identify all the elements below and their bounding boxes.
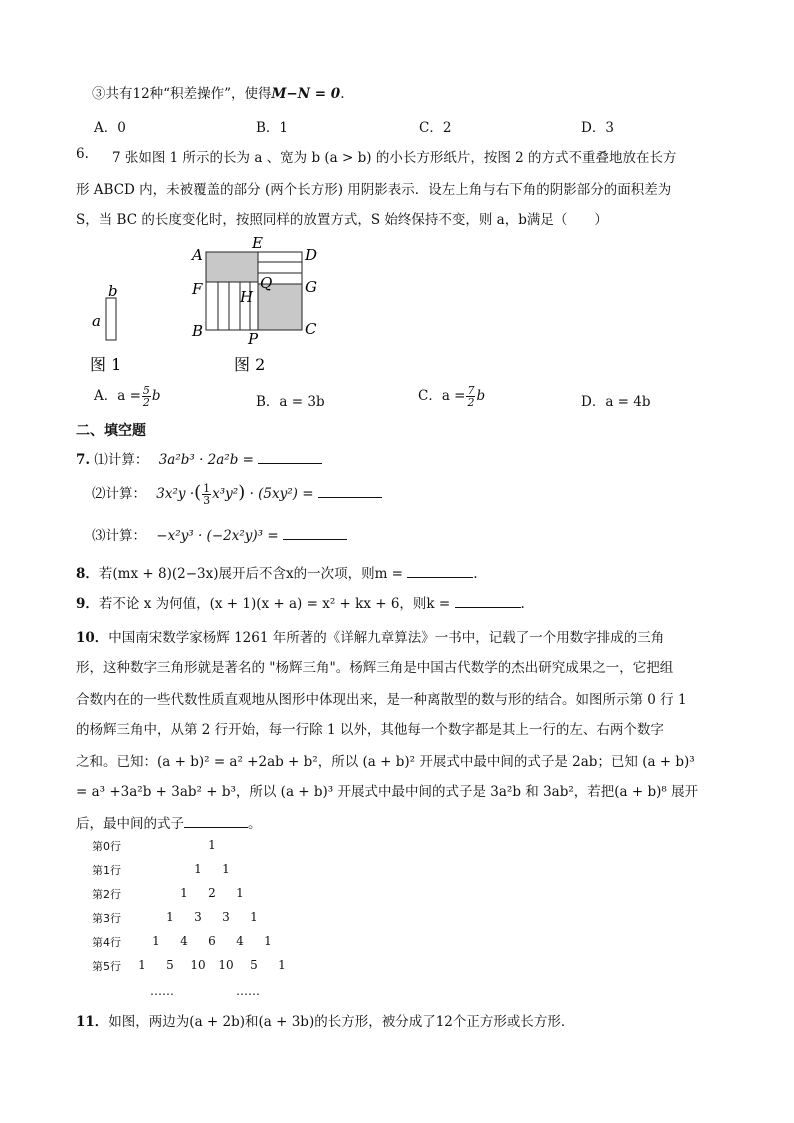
q7-line-3 [92,524,347,544]
triangle-number: 1 [152,934,160,948]
fig2-point-h: H [240,288,254,306]
triangle-number: 1 [250,910,258,924]
q10-line-2: 形，这种数字三角形就是著名的 "杨辉三角"。杨辉三角是中国古代数学的杰出研究成果之一，它把组 [76,660,674,676]
q9-number: 9． [76,596,99,612]
q6-figures [84,232,344,380]
q9-text: 若不论 x 为何值，(x + 1)(x + a) = x² + kx + 6，则k = [98,596,451,612]
fraction-denominator: 3 [203,494,211,507]
q6-option-a [94,384,161,408]
q6-line-2: 形 ABCD 内，未被覆盖的部分 (两个长方形) 用阴影表示．设左上角与右下角的阴影部分的面积差为 [76,182,672,198]
fraction-denominator: 2 [142,396,150,409]
triangle-row-label: 第1行 [92,864,121,877]
fig1-caption: 图 1 [90,355,122,374]
q5-option-d: D．3 [581,120,614,136]
circled-number: ③ [92,86,106,102]
fraction-numerator: 1 [203,482,211,495]
q9-end: . [520,596,525,612]
fig2-point-b: B [192,322,204,340]
section-heading-fill-in: 二、填空题 [76,423,146,439]
triangle-number: 1 [138,958,146,972]
answer-blank[interactable] [318,485,382,498]
q7-l2-label: ⑵计算： [92,486,146,502]
q10-text: 中国南宋数学家杨辉 1261 年所著的《详解九章算法》一书中，记载了一个用数字排成的三角 [108,630,665,646]
q6-option-d: D．a = 4b [581,394,651,410]
q5-option-a: A．0 [94,120,126,136]
triangle-row-label: 第2行 [92,888,121,901]
triangle-number: 3 [194,910,202,924]
fig1-small-rectangle [106,298,116,340]
q7-l3-expr: −x²y³ · (−2x²y)³ = [156,528,279,544]
q8 [76,562,478,582]
q6-number: 6. [76,146,89,162]
q7-line-2: ⑵计算： 3x²y ·( $\frac{1}{3}$ x³y²) · (5xy²) = [92,482,382,506]
q8-number: 8． [76,566,99,582]
q10-line-5: 之和。已知：(a + b)² = a² +2ab + b²，所以 (a + b)² 开展式中最中间的式子是 2ab；已知 (a + b)³ [76,754,695,770]
q7-l1-expr: 3a²b³ · 2a²b = [158,452,254,468]
q10-line-6: = a³ +3a²b + 3ab² + b³，所以 (a + b)³ 开展式中最中间的式子是 3a²b 和 3ab²，若把(a + b)⁸ 展开 [76,784,699,800]
triangle-row-label: 第4行 [92,936,121,949]
q11-number: 11． [76,1014,109,1030]
triangle-number: 2 [208,886,216,900]
triangle-number: 4 [180,934,188,948]
fig2-point-a: A [192,246,203,264]
triangle-number: 1 [208,838,216,852]
fig2-shaded-top-left [206,252,258,282]
fraction-denominator: 2 [467,396,475,409]
triangle-number: 4 [236,934,244,948]
triangle-number: 1 [278,958,286,972]
answer-blank[interactable] [184,815,248,828]
fig2-caption: 图 2 [234,355,266,374]
triangle-row-label: 第3行 [92,912,121,925]
q6-line-1: 7 张如图 1 所示的长为 a 、宽为 b (a > b) 的小长方形纸片，按图 2 的方式不重叠地放在长方 [112,150,677,166]
option-a-prefix: A．a = [94,388,141,404]
q10-line-3: 合数内在的一些代数性质直观地从图形中体现出来，是一种离散型的数与形的结合。如图所示第 0 行 1 [76,692,687,708]
answer-blank[interactable] [258,451,322,464]
q6-option-b: B．a = 3b [256,394,325,410]
fig2-point-p: P [248,330,259,348]
q6-line-3: S，当 BC 的长度变化时，按照同样的放置方式，S 始终保持不变，则 a，b满足（ ） [76,212,608,228]
fig2-point-q: Q [260,274,273,292]
q7-l1-label: ⑴计算： [94,452,149,468]
q10-line-1 [76,626,664,646]
triangle-number: 1 [166,910,174,924]
triangle-number: 1 [222,862,230,876]
triangle-number: 1 [236,886,244,900]
q7-l3-label: ⑶计算： [92,528,146,544]
triangle-ellipsis-right: …… [236,984,260,998]
answer-blank[interactable] [407,565,473,578]
q7-l2-pre: 3x²y · [156,486,195,502]
triangle-row-label: 第5行 [92,960,121,973]
item-end: . [340,86,345,102]
q10-text-end: 后，最中间的式子 [76,816,184,832]
fraction-numerator: 5 [142,384,150,397]
option-c-fraction [466,385,475,408]
fig2-point-e: E [252,234,263,252]
q11 [76,1010,574,1030]
fig1-label-b: b [108,282,118,300]
answer-blank[interactable] [283,527,347,540]
triangle-number: 10 [218,958,234,972]
q9 [76,592,525,612]
option-c-suffix: b [476,388,486,404]
fig1-label-a: a [92,312,101,330]
fig2-point-d: D [305,246,318,264]
q7-number: 7. [76,452,91,468]
q10-number: 10． [76,630,109,646]
triangle-number: 5 [250,958,258,972]
triangle-number: 1 [194,862,202,876]
triangle-number: 10 [190,958,206,972]
fig2-point-c: C [305,320,317,338]
fig2-point-f: F [192,280,203,298]
triangle-number: 5 [166,958,174,972]
q5-item-3 [92,82,344,102]
triangle-number: 1 [180,886,188,900]
triangle-number: 6 [208,934,216,948]
q7-l2-mid: x³y² [212,486,239,502]
q10-line-7 [76,812,262,832]
q6-option-c [418,384,485,408]
q11-text: 如图，两边为(a + 2b)和(a + 3b)的长方形，被分成了12个正方形或长方形． [108,1014,575,1030]
q10-line-4: 的杨辉三角中，从第 2 行开始，每一行除 1 以外，其他每一个数字都是其上一行的左、右两个数字 [76,722,664,738]
q7-l2-fraction [202,483,211,506]
q7-l2-post: · (5xy²) = [249,486,314,502]
item-text: 共有12种“积差操作”，使得 [105,86,272,102]
answer-blank[interactable] [455,595,521,608]
q10-end: 。 [248,816,262,832]
item-formula: M−N = 0 [271,86,341,102]
option-a-fraction [142,385,151,408]
option-c-prefix: C．a = [418,388,466,404]
triangle-number: 1 [264,934,272,948]
triangle-number: 3 [222,910,230,924]
q5-option-c: C．2 [419,120,452,136]
option-a-suffix: b [151,388,161,404]
triangle-row-label: 第0行 [92,840,121,853]
fig2-point-g: G [305,278,317,296]
q7-line-1 [76,448,322,468]
q8-text: 若(mx + 8)(2−3x)展开后不含x的一次项，则m = [98,566,403,582]
q5-option-b: B．1 [256,120,289,136]
fraction-numerator: 7 [467,384,475,397]
q8-end: . [473,566,478,582]
triangle-ellipsis-left: …… [150,984,174,998]
